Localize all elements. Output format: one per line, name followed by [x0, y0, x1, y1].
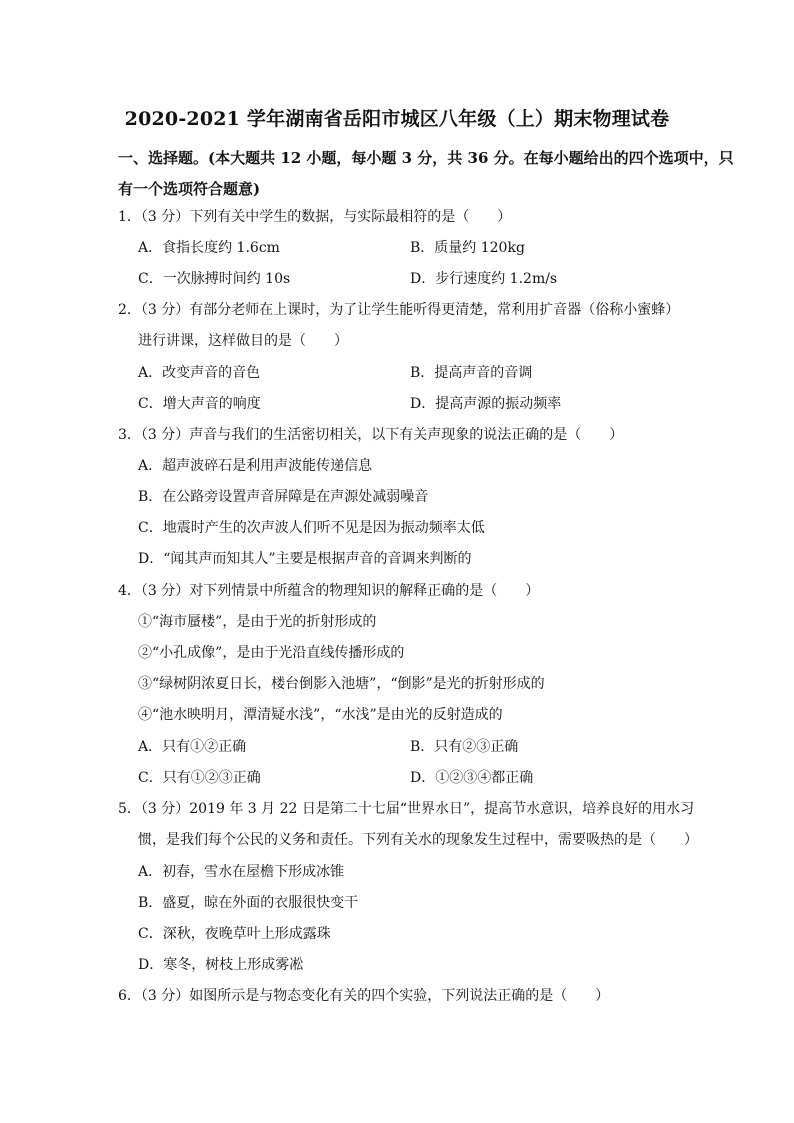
question-5-option-a: A．初春，雪水在屋檐下形成冰锥 — [138, 864, 345, 880]
question-5-option-b: B．盛夏，晾在外面的衣服很快变干 — [138, 895, 359, 911]
question-2-stem-line-2: 进行讲课，这样做目的是（ ） — [138, 333, 348, 349]
question-2-option-c: C．增大声音的响度 — [138, 396, 261, 412]
question-5-option-d: D．寒冬，树枝上形成雾凇 — [138, 957, 304, 973]
question-6-stem: 6．（3 分）如图所示是与物态变化有关的四个实验，下列说法正确的是（ ） — [118, 988, 610, 1004]
question-4-option-c: C．只有①②③正确 — [138, 770, 261, 786]
question-3-stem: 3．（3 分）声音与我们的生活密切相关，以下有关声现象的说法正确的是（ ） — [118, 427, 624, 443]
question-4-option-d: D．①②③④都正确 — [410, 770, 534, 786]
question-4-option-b: B．只有②③正确 — [410, 739, 519, 755]
question-4-statement-2: ②“小孔成像”，是由于光沿直线传播形成的 — [138, 645, 405, 661]
question-1-option-a: A．食指长度约 1.6cm — [138, 240, 280, 256]
page-title: 2020-2021 学年湖南省岳阳市城区八年级（上）期末物理试卷 — [124, 108, 670, 130]
question-4-statement-1: ①“海市蜃楼”，是由于光的折射形成的 — [138, 614, 377, 630]
question-5-stem-line-2: 惯，是我们每个公民的义务和责任。下列有关水的现象发生过程中，需要吸热的是（ ） — [138, 832, 698, 848]
question-1-option-d: D．步行速度约 1.2m/s — [410, 271, 558, 287]
question-3-option-c: C．地震时产生的次声波人们听不见是因为振动频率太低 — [138, 520, 485, 536]
section-heading-line-1: 一、选择题。(本大题共 12 小题，每小题 3 分，共 36 分。在每小题给出的四个选项中，只 — [118, 149, 734, 167]
question-4-statement-3: ③“绿树阴浓夏日长，楼台倒影入池塘”，“倒影”是光的折射形成的 — [138, 676, 545, 692]
question-4-statement-4: ④“池水映明月，潭清疑水浅”，“水浅”是由光的反射造成的 — [138, 707, 503, 723]
question-3-option-a: A．超声波碎石是利用声波能传递信息 — [138, 458, 373, 474]
question-1-option-c: C．一次脉搏时间约 10s — [138, 271, 291, 287]
question-5-option-c: C．深秋，夜晚草叶上形成露珠 — [138, 926, 331, 942]
question-1-option-b: B．质量约 120kg — [410, 240, 525, 256]
question-2-option-a: A．改变声音的音色 — [138, 365, 261, 381]
question-2-stem-line-1: 2．（3 分）有部分老师在上课时，为了让学生能听得更清楚，常利用扩音器（俗称小蜜蜂） — [118, 302, 680, 318]
question-2-option-b: B．提高声音的音调 — [410, 365, 533, 381]
question-1-stem: 1．（3 分）下列有关中学生的数据，与实际最相符的是（ ） — [118, 209, 512, 225]
question-4-option-a: A．只有①②正确 — [138, 739, 247, 755]
question-3-option-b: B．在公路旁设置声音屏障是在声源处减弱噪音 — [138, 489, 429, 505]
question-4-stem: 4．（3 分）对下列情景中所蕴含的物理知识的解释正确的是（ ） — [118, 583, 540, 599]
question-2-option-d: D．提高声源的振动频率 — [410, 396, 562, 412]
question-3-option-d: D．“闻其声而知其人”主要是根据声音的音调来判断的 — [138, 551, 472, 567]
section-heading-line-2: 有一个选项符合题意) — [118, 180, 261, 198]
question-5-stem-line-1: 5．（3 分）2019 年 3 月 22 日是第二十七届“世界水日”，提高节水意识，培养良好的用水习 — [118, 801, 695, 817]
